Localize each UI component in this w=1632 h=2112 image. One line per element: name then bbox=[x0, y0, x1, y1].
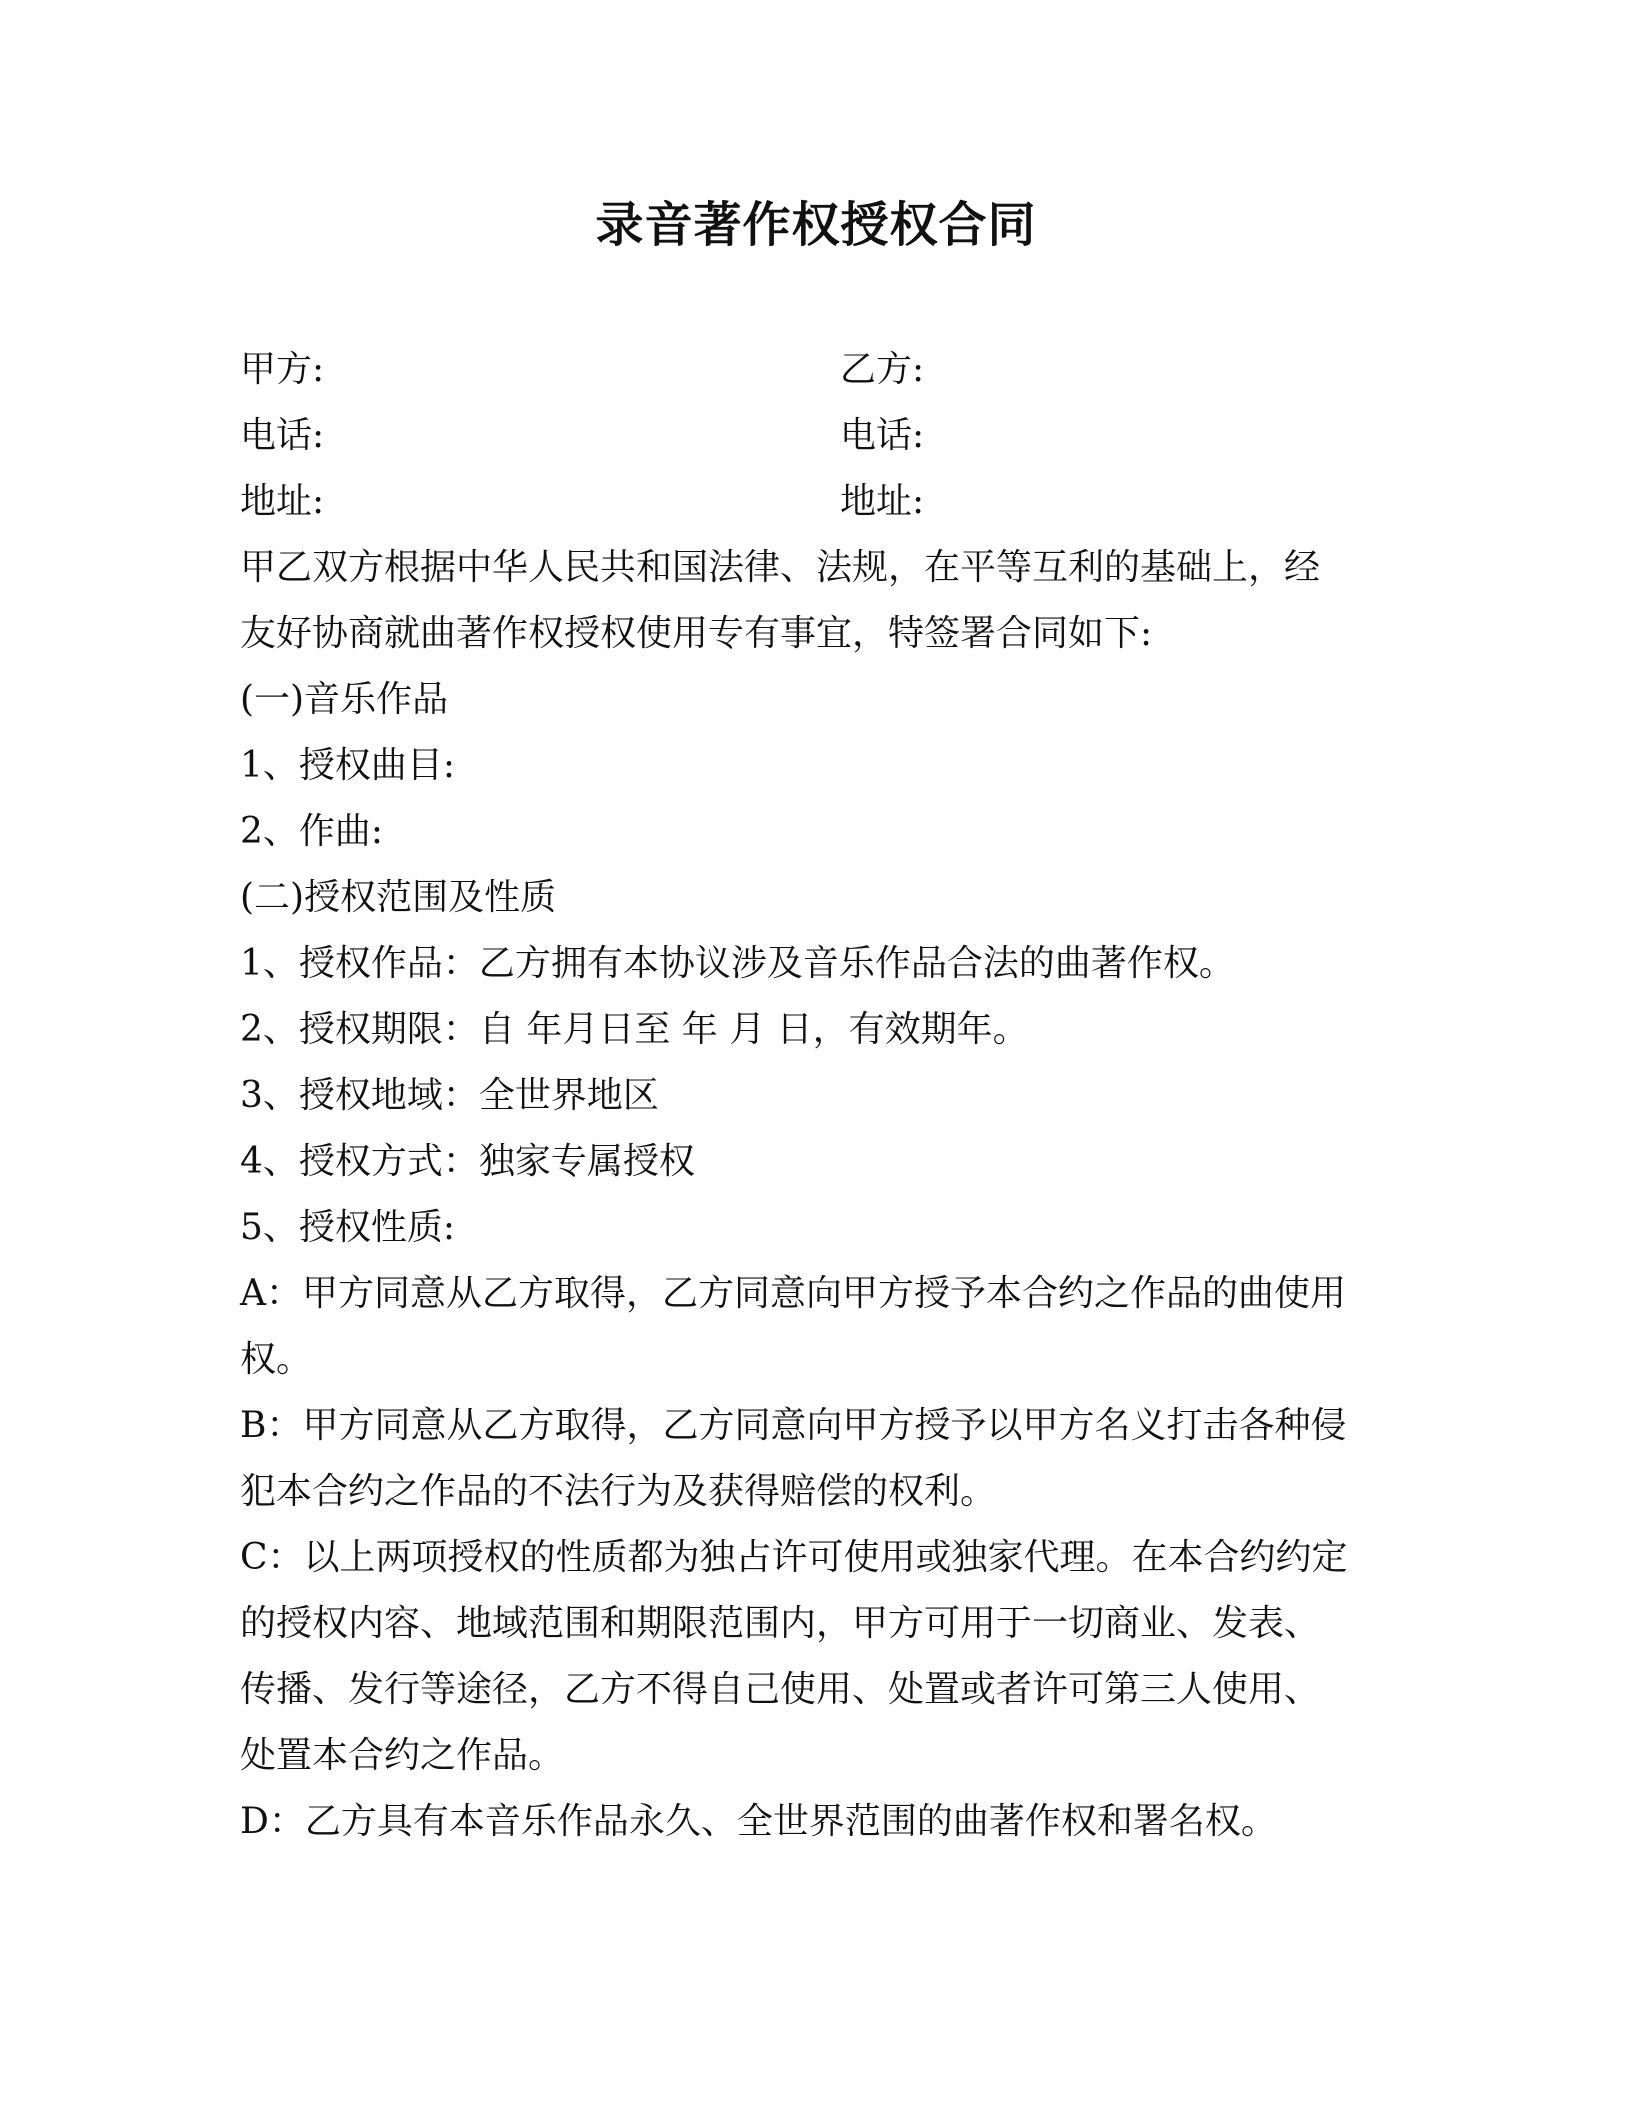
licensed-work-item: 1、授权作品：乙方拥有本协议涉及音乐作品合法的曲著作权。 bbox=[240, 943, 1235, 984]
party-b-label: 乙方: bbox=[840, 349, 925, 390]
clause-a-line-2: 权。 bbox=[240, 1339, 313, 1380]
section-scope-heading: (二)授权范围及性质 bbox=[240, 877, 557, 918]
party-a-address-label: 地址: bbox=[240, 481, 325, 522]
document-body bbox=[240, 337, 1400, 1855]
phone-row bbox=[240, 403, 1400, 469]
preamble-line-1: 甲乙双方根据中华人民共和国法律、法规，在平等互利的基础上，经 bbox=[240, 547, 1321, 588]
document-title: 录音著作权授权合同 bbox=[595, 197, 1037, 253]
party-b-phone-label: 电话: bbox=[840, 415, 925, 456]
license-term-item: 2、授权期限：自 年月日至 年 月 日，有效期年。 bbox=[240, 1009, 1029, 1050]
clause-d-line-1: D：乙方具有本音乐作品永久、全世界范围的曲著作权和署名权。 bbox=[240, 1801, 1277, 1842]
section-music-work-heading: (一)音乐作品 bbox=[240, 679, 449, 720]
party-a-label: 甲方: bbox=[240, 349, 325, 390]
clause-a-line-1: A：甲方同意从乙方取得，乙方同意向甲方授予本合约之作品的曲使用 bbox=[240, 1273, 1346, 1314]
party-a-phone-label: 电话: bbox=[240, 415, 325, 456]
clause-c-line-1: C：以上两项授权的性质都为独占许可使用或独家代理。在本合约约定 bbox=[240, 1537, 1348, 1578]
clause-c-line-3: 传播、发行等途径，乙方不得自己使用、处置或者许可第三人使用、 bbox=[240, 1669, 1321, 1710]
license-nature-item: 5、授权性质: bbox=[240, 1207, 456, 1248]
clause-c-line-4: 处置本合约之作品。 bbox=[240, 1735, 565, 1776]
clause-c-line-2: 的授权内容、地域范围和期限范围内，甲方可用于一切商业、发表、 bbox=[240, 1603, 1321, 1644]
party-row bbox=[240, 337, 1400, 403]
licensed-track-item: 1、授权曲目: bbox=[240, 745, 456, 786]
address-row bbox=[240, 469, 1400, 535]
party-b-address-label: 地址: bbox=[840, 481, 925, 522]
preamble-line-2: 友好协商就曲著作权授权使用专有事宜，特签署合同如下: bbox=[240, 613, 1153, 654]
license-territory-item: 3、授权地域：全世界地区 bbox=[240, 1075, 659, 1116]
clause-b-line-1: B：甲方同意从乙方取得，乙方同意向甲方授予以甲方名义打击各种侵 bbox=[240, 1405, 1347, 1446]
clause-b-line-2: 犯本合约之作品的不法行为及获得赔偿的权利。 bbox=[240, 1471, 997, 1512]
composer-item: 2、作曲: bbox=[240, 811, 384, 852]
license-method-item: 4、授权方式：独家专属授权 bbox=[240, 1141, 695, 1182]
